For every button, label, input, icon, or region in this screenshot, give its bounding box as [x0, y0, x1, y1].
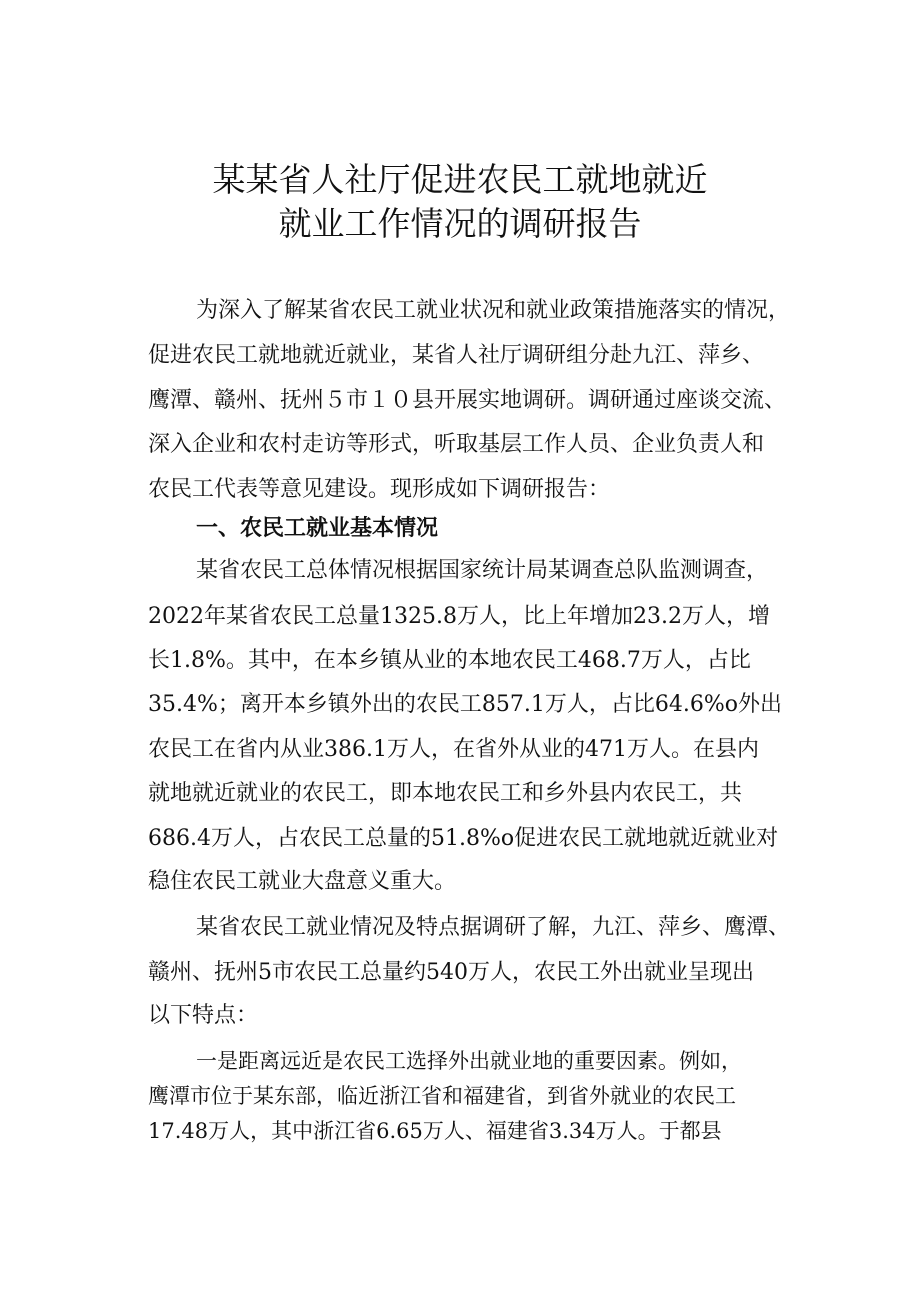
body-line-7: 686.4万人，占农民工总量的51.8%o促进农民工就地就近就业对 — [148, 826, 779, 851]
document-title-line-2: 就业工作情况的调研报告 — [278, 204, 642, 243]
body-line-6: 就地就近就业的农民工，即本地农民工和乡外县内农民工，共 — [148, 781, 743, 806]
body-line-4: 35.4%；离开本乡镇外出的农民工857.1万人，占比64.6%o外出 — [148, 692, 783, 717]
body-line-3: 长1.8%。其中，在本乡镇从业的本地农民工468.7万人，占比 — [148, 648, 751, 673]
intro-line-2: 促进农民工就地就近就业，某省人社厅调研组分赴九江、萍乡、 — [148, 343, 765, 368]
features-line-2: 赣州、抚州5市农民工总量约540万人，农民工外出就业呈现出 — [148, 960, 754, 985]
body-line-2: 2022年某省农民工总量1325.8万人，比上年增加23.2万人，增 — [148, 604, 770, 629]
point-line-1: 一是距离远近是农民工选择外出就业地的重要因素。例如， — [196, 1049, 742, 1073]
point-line-2: 鹰潭市位于某东部，临近浙江省和福建省，到省外就业的农民工 — [148, 1084, 736, 1108]
document-title-line-1: 某某省人社厅促进农民工就地就近 — [212, 160, 708, 199]
section-heading: 一、农民工就业基本情况 — [196, 516, 439, 541]
body-line-1: 某省农民工总体情况根据国家统计局某调查总队监测调查， — [196, 558, 769, 583]
intro-line-5: 农民工代表等意见建设。现形成如下调研报告： — [148, 477, 611, 502]
intro-line-3: 鹰潭、赣州、抚州５市１０县开展实地调研。调研通过座谈交流、 — [148, 388, 787, 413]
intro-line-1: 为深入了解某省农民工就业状况和就业政策措施落实的情况， — [196, 298, 791, 323]
body-line-8: 稳住农民工就业大盘意义重大。 — [148, 869, 457, 894]
body-line-5: 农民工在省内从业386.1万人，在省外从业的471万人。在县内 — [148, 737, 759, 762]
features-line-1: 某省农民工就业情况及特点据调研了解，九江、萍乡、鹰潭、 — [196, 915, 791, 940]
point-line-3: 17.48万人，其中浙江省6.65万人、福建省3.34万人。于都县 — [148, 1119, 722, 1143]
features-line-3: 以下特点： — [148, 1003, 259, 1028]
intro-line-4: 深入企业和农村走访等形式，听取基层工作人员、企业负责人和 — [148, 432, 765, 457]
